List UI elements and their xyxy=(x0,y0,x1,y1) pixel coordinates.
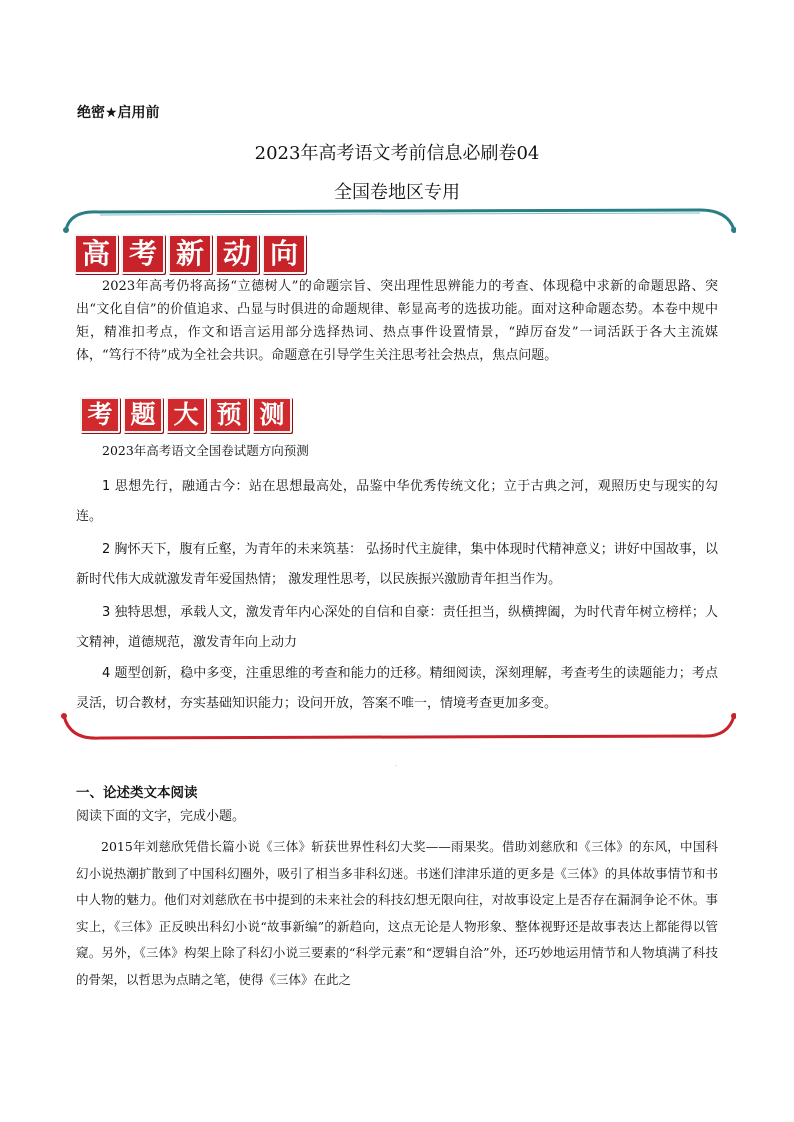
reading-passage: 2015年刘慈欣凭借长篇小说《三体》斩获世界性科幻大奖——雨果奖。借助刘慈欣和《三体》的东风，中国科幻小说热潮扩散到了中国科幻圈外，吸引了相当多非科幻迷。书迷们津津乐道的更多是《三体》的具体故事情节和书中人物的魅力。他们对刘慈欣在书中提到的未来社会的科技幻想无限向往，对故事设定上是否存在漏洞争论不休。事实上，《三体》正反映出科幻小说“故事新编”的新趋向，这点无论是人物形象、整体视野还是故事表达上都能得以管窥。另外，《三体》构架上除了科幻小说三要素的“科学元素”和“逻辑自洽”外，还巧妙地运用情节和人物填满了科技的骨架，以哲思为点睛之笔，使得《三体》在此之 xyxy=(76,839,718,987)
banner-char: 测 xyxy=(252,397,292,433)
exam-title: 2023年高考语文考前信息必刷卷04 xyxy=(254,143,540,164)
prediction-item: 2 胸怀天下，腹有丘壑，为青年的未来筑基： 弘扬时代主旋律，集中体现时代精神意义；讲好中国故事，以新时代伟大成就激发青年爱国热情； 激发理性思考，以民族振兴激励青年担当作为。 xyxy=(76,542,718,587)
banner-char: 新 xyxy=(168,234,212,274)
prediction-banner xyxy=(80,397,292,433)
banner-char: 考 xyxy=(80,397,120,433)
confidential-label: 绝密★启用前 xyxy=(77,105,160,121)
prediction-title: 2023年高考语文全国卷试题方向预测 xyxy=(102,443,309,458)
prediction-item: 3 独特思想，承载人文，激发青年内心深处的自信和自豪：责任担当，纵横捭阖，为时代青年树立榜样；人文精神，道德规范，激发青年向上动力 xyxy=(76,605,718,650)
banner-char: 大 xyxy=(166,397,206,433)
prediction-item: 1 思想先行，融通古今：站在思想最高处，品鉴中华优秀传统文化；立于古典之河，观照历史与现实的勾连。 xyxy=(76,479,718,524)
trends-paragraph: 2023年高考仍将高扬“立德树人”的命题宗旨、突出理性思辨能力的考查、体现稳中求新的命题思路、突出“文化自信”的价值追求、凸显与时俱进的命题规律、彰显高考的选拔功能。面对这种命题态势。本卷中规中矩，精准扣考点，作文和语言运用部分选择热词、热点事件设置情景，“踔厉奋发”一词活跃于各大主流媒体，“笃行不待”成为全社会共识。命题意在引导学生关注思考社会热点，焦点问题。 xyxy=(76,279,718,363)
banner-char: 考 xyxy=(121,234,165,274)
new-trends-banner xyxy=(74,234,306,274)
section-instruction: 阅读下面的文字，完成小题。 xyxy=(76,809,246,824)
prediction-item: 4 题型创新，稳中多变，注重思维的考查和能力的迁移。精细阅读，深刻理解，考查考生的读题能力；考点灵活，切合教材，夯实基础知识能力；设问开放，答案不唯一，情境考查更加多变。 xyxy=(76,666,718,711)
exam-subtitle: 全国卷地区专用 xyxy=(334,182,460,203)
page-speck: · xyxy=(395,763,397,770)
banner-char: 动 xyxy=(215,234,259,274)
banner-char: 预 xyxy=(209,397,249,433)
banner-char: 高 xyxy=(74,234,118,274)
banner-char: 题 xyxy=(123,397,163,433)
section-heading: 一、论述类文本阅读 xyxy=(76,785,198,801)
banner-char: 向 xyxy=(262,234,306,274)
